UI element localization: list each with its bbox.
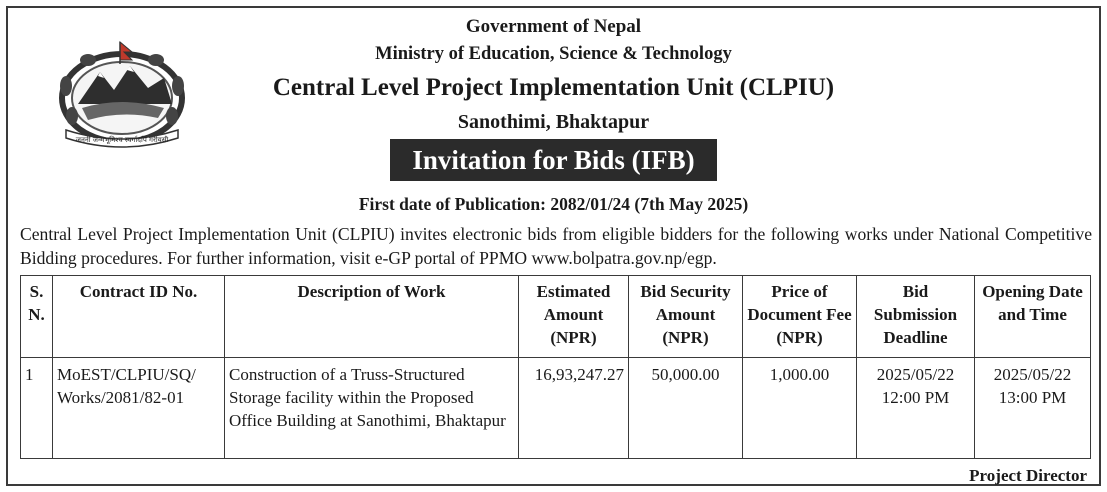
government-heading: Government of Nepal [465, 16, 642, 37]
publication-date: First date of Publication: 2082/01/24 (7th May 2025) [358, 194, 749, 214]
col-estimated-amount: Estimated Amount (NPR) [519, 276, 629, 358]
cell-opening-date: 2025/05/22 13:00 PM [975, 358, 1091, 459]
intro-paragraph: Central Level Project Implementation Unit (CLPIU) invites electronic bids from eligible bidders for the following works under National Competitive Bidding procedures. For further information, visit e-GP portal of PPMO www.bolpatra.gov.np/egp. [20, 224, 1092, 268]
cell-estimated-amount: 16,93,247.27 [519, 358, 629, 459]
table-header-row [21, 276, 1091, 358]
notice-frame [6, 6, 1101, 486]
location-heading: Sanothimi, Bhaktapur [457, 111, 650, 133]
ministry-heading: Ministry of Education, Science & Technology [375, 44, 732, 64]
cell-sn: 1 [21, 358, 53, 459]
title-banner [8, 139, 1099, 181]
col-contract-id: Contract ID No. [53, 276, 225, 358]
unit-heading: Central Level Project Implementation Unit (CLPIU) [272, 74, 835, 101]
col-document-fee: Price of Document Fee (NPR) [743, 276, 857, 358]
cell-description: Construction of a Truss-Structured Storage facility within the Proposed Office Building at Sanothimi, Bhaktapur [225, 358, 519, 459]
cell-submission-deadline: 2025/05/22 12:00 PM [857, 358, 975, 459]
cell-contract-id: MoEST/CLPIU/SQ/ Works/2081/82-01 [53, 358, 225, 459]
emblem-motto: जननी जन्मभूमिश्च स्वर्गादपि गरीयसी [75, 136, 169, 144]
cell-document-fee: 1,000.00 [743, 358, 857, 459]
col-sn: S. N. [21, 276, 53, 358]
bids-table [20, 275, 1091, 459]
cell-bid-security: 50,000.00 [629, 358, 743, 459]
signatory: Project Director [969, 466, 1087, 485]
col-description: Description of Work [225, 276, 519, 358]
col-opening-date: Opening Date and Time [975, 276, 1091, 358]
notice-title: Invitation for Bids (IFB) [390, 139, 716, 181]
col-bid-security: Bid Security Amount (NPR) [629, 276, 743, 358]
col-submission-deadline: Bid Submission Deadline [857, 276, 975, 358]
table-row [21, 358, 1091, 459]
